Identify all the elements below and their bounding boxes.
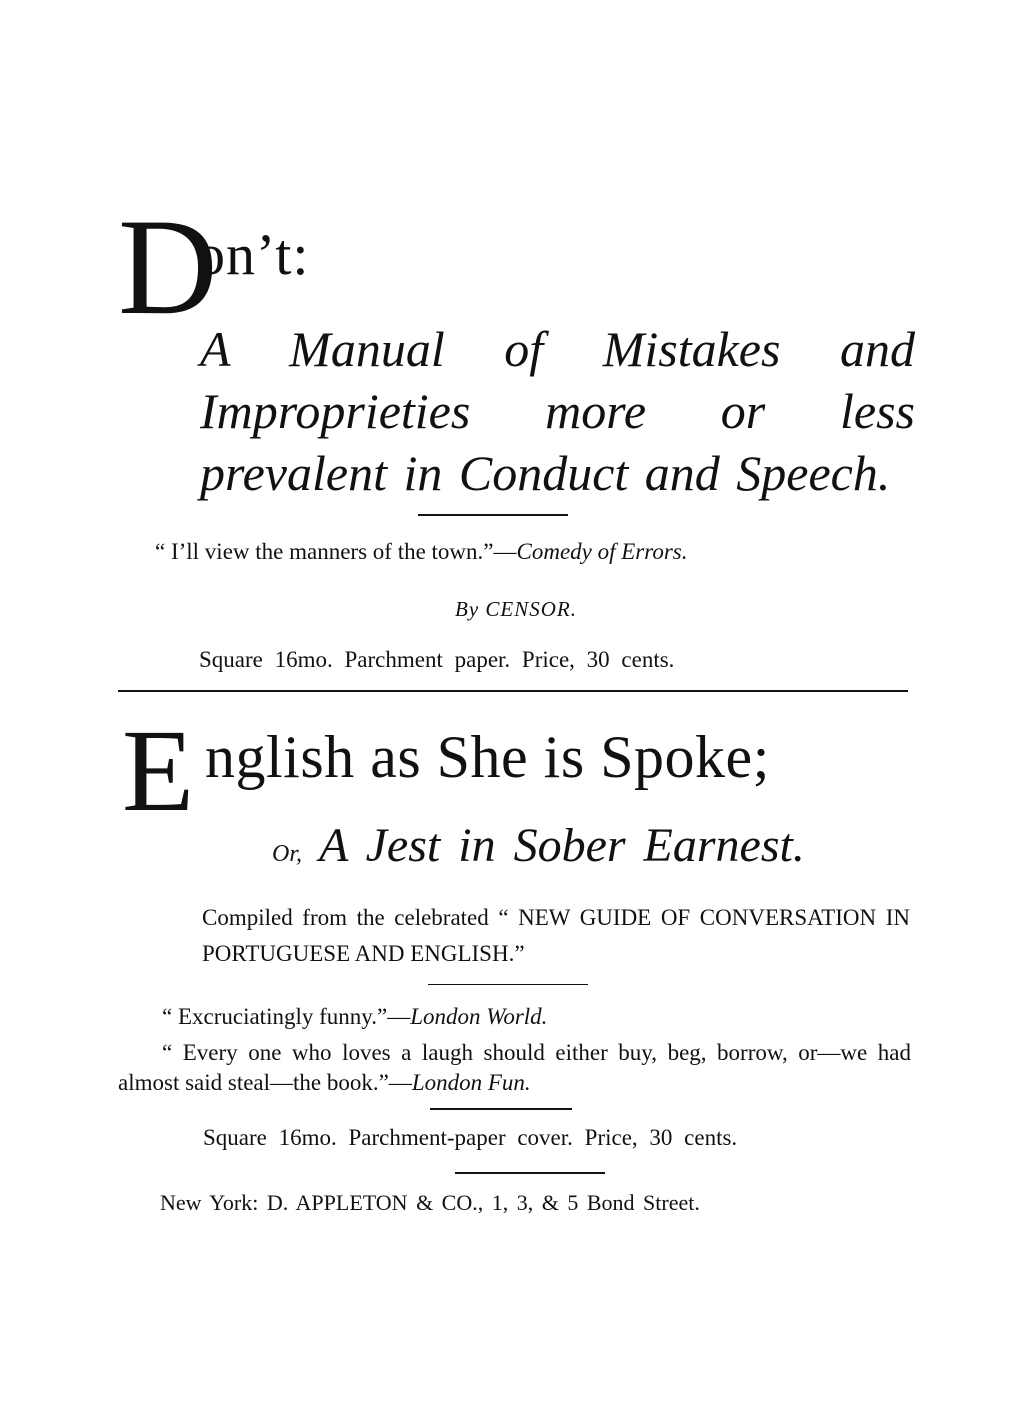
- book1-edition: Square 16mo. Parchment paper. Price, 30 cents.: [199, 647, 675, 672]
- book1-title: on’t:: [196, 222, 310, 287]
- book1-drop-cap: D: [118, 190, 218, 343]
- book2-title: nglish as She is Spoke;: [205, 724, 770, 790]
- book1-byline: By CENSOR.: [455, 597, 577, 621]
- book2-drop-cap: E: [122, 705, 195, 836]
- divider-short: [428, 984, 588, 985]
- book2-praise-1-source: London World.: [410, 1004, 548, 1029]
- divider-short: [418, 514, 568, 516]
- divider-short: [455, 1172, 605, 1174]
- book2-praise-2-source: London Fun.: [411, 1070, 531, 1095]
- book2-subtitle: [272, 819, 805, 872]
- book2-praise-2-quote: “ Every one who loves a laugh should either buy, beg, borrow, or—we had almost said steal—the book.”—: [118, 1040, 911, 1095]
- book2-subtitle-text: A Jest in Sober Earnest.: [319, 819, 805, 872]
- book2-subtitle-or: Or,: [272, 841, 303, 867]
- book2-praise-1: [162, 1005, 547, 1028]
- book2-praise-1-quote: “ Excruciatingly funny.”—: [162, 1004, 411, 1029]
- book1-subtitle: A Manual of Mistakes and Improprieties more or less prevalent in Conduct and Speech.: [200, 321, 915, 501]
- publisher-imprint: New York: D. APPLETON & CO., 1, 3, & 5 Bond Street.: [160, 1190, 700, 1215]
- section-divider: [118, 690, 908, 692]
- book1-epigraph: [155, 540, 688, 563]
- divider-short: [430, 1108, 572, 1110]
- book2-praise-2: [118, 1038, 911, 1098]
- book1-epigraph-source: Comedy of Errors.: [516, 539, 688, 564]
- book1-epigraph-quote: “ I’ll view the manners of the town.”—: [155, 539, 517, 564]
- book2-description: Compiled from the celebrated “ NEW GUIDE OF CONVERSATION IN PORTUGUESE AND ENGLISH.”: [202, 905, 910, 966]
- book2-edition: Square 16mo. Parchment-paper cover. Price, 30 cents.: [203, 1125, 738, 1150]
